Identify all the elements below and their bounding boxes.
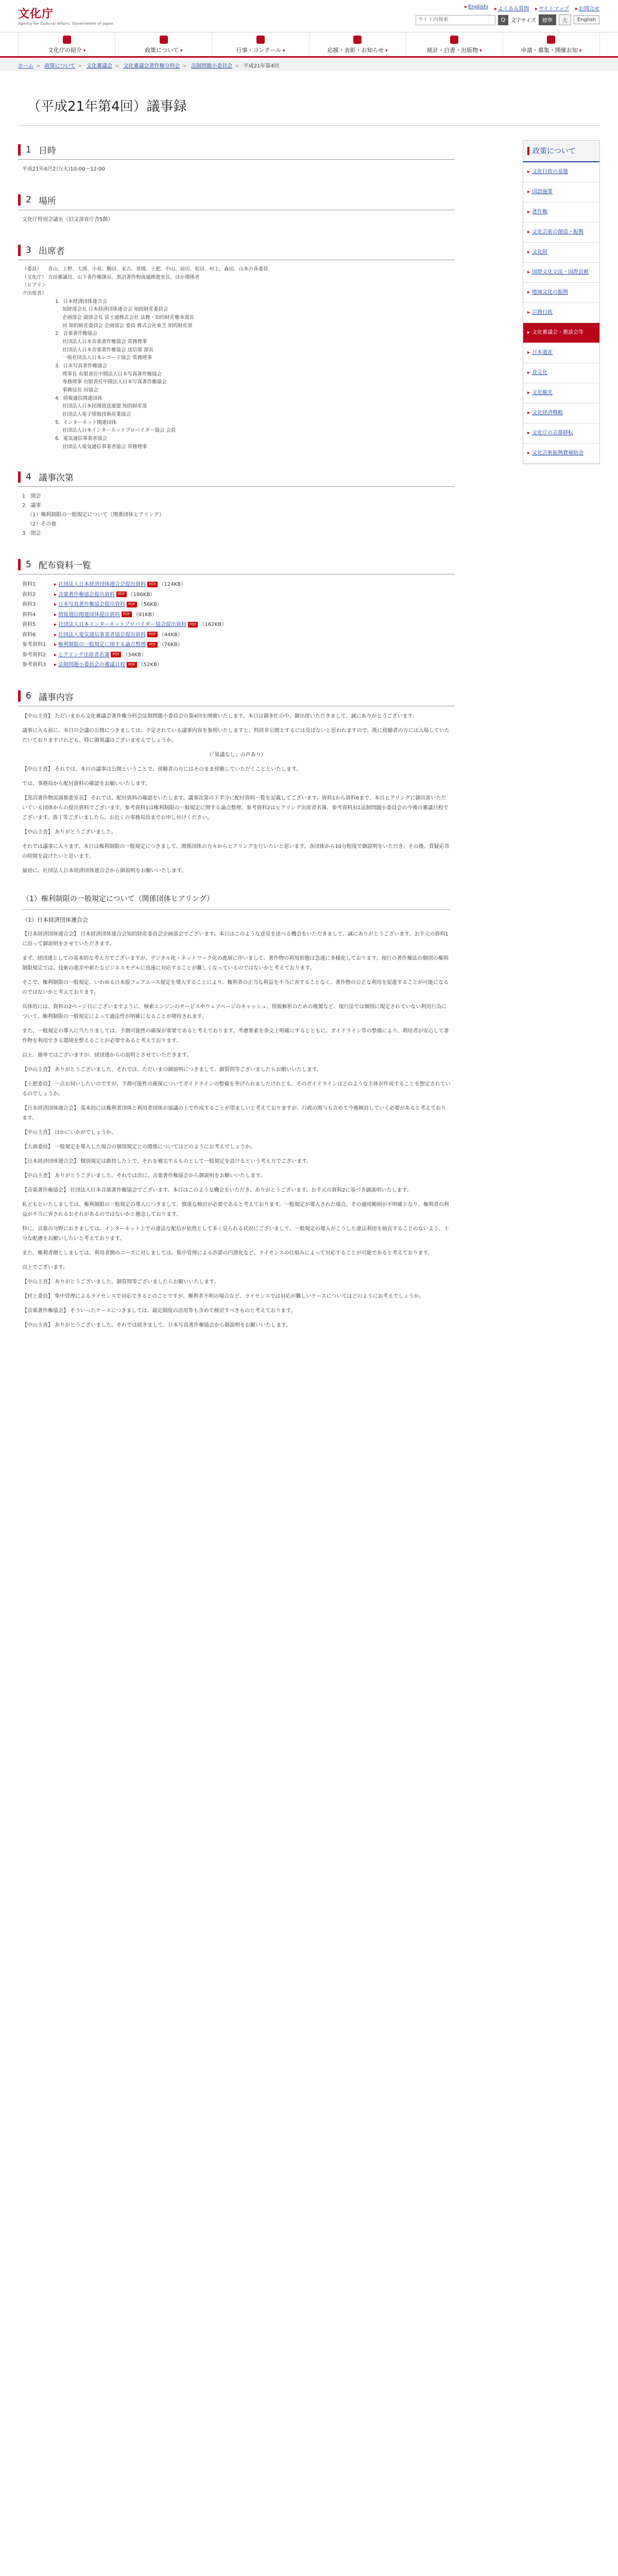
sidebar-item[interactable]: ▸ 著作権 — [523, 202, 599, 223]
minutes-body — [18, 706, 455, 1340]
hearing-group-title: 2．音楽著作権協会 — [55, 331, 98, 337]
sidebar-item[interactable]: ▸ 宗務行政 — [523, 303, 599, 323]
material-link[interactable]: ▸ 権利制限の一般規定に関する論点整理 — [54, 642, 146, 648]
gnav-item-about[interactable] — [18, 32, 115, 56]
hearing-attendee: 知財部会長 日本経済団体連合会 知的財産委員会 — [62, 307, 168, 313]
sidebar-items — [523, 162, 599, 464]
breadcrumb-council[interactable]: 文化審議会 — [86, 63, 112, 69]
global-nav — [0, 32, 618, 58]
main-content — [18, 140, 455, 1340]
agenda-list — [18, 487, 455, 544]
gnav-item-stats[interactable] — [406, 32, 503, 56]
minutes-paragraph: 【黒沼著作物流通推進室長】 それでは、配付資料の確認をいたします。議事次第の下半分に配付資料一覧を記載してございます。資料1から資料6まで、本日ヒアリングに御出席いただいている団体からの提出資料でございます。参考資料1は権利制限の一般規定に関する論点整理、参考資料2はヒアリング出席者名簿、参考資料3は法制問題小委員会の今後の審議日程でございます。落丁等ございましたら、お近くの事務局員までお申し付けください。 — [22, 795, 449, 821]
minutes-paragraph: それでは議事に入ります。本日は権利制限の一般規定につきまして、関係団体の方々からヒアリングを行いたいと思います。各団体から10分程度で御説明をいただき、その後、質疑応答の時間を設けたいと思います。 — [22, 843, 450, 859]
material-key: 資料4 — [22, 612, 36, 618]
breadcrumb-current: 平成21年第4回 — [243, 63, 279, 69]
material-size: （124KB） — [159, 582, 186, 588]
meeting-place: 文化庁特別会議室（旧文部省庁舎5階） — [22, 216, 113, 223]
sidebar-item[interactable]: ▸ 文化芸術の創造・振興 — [523, 223, 599, 243]
minutes-paragraph: 【音楽著作権協会】 社団法人日本音楽著作権協会でございます。本日はこのような機会をいただき、ありがとうございます。お手元の資料2に基づき御説明いたします。 — [22, 1188, 412, 1194]
minutes-paragraph: 【大渕委員】 一般規定を導入した場合の個別規定との関係についてはどのようにお考えでしょうか。 — [22, 1144, 255, 1150]
hearing-attendee: 事務局長 同協会 — [62, 387, 98, 394]
sidebar-item[interactable]: ▸ 国際文化交流・国際貢献 — [523, 263, 599, 283]
gnav-label: 行事・コンクール ▾ — [236, 47, 285, 54]
award-icon — [353, 36, 362, 44]
hearing-attendee: 同 知的財産委員会 企画部会 委員 株式会社東芝 知的財産部 — [62, 323, 193, 329]
pdf-icon: PDF — [111, 652, 121, 657]
minutes-paragraph: 以上、簡単ではございますが、経団連からの説明とさせていただきます。 — [22, 1053, 192, 1059]
site-logo[interactable] — [18, 5, 113, 26]
material-link[interactable]: ▸ 音楽著作権協会提出資料 — [54, 592, 115, 598]
material-key: 資料1 — [22, 582, 36, 588]
logo-text: 文化庁 — [18, 7, 54, 21]
pdf-icon: PDF — [188, 622, 198, 628]
util-link-faq[interactable]: ▸ よくある質問 — [494, 4, 529, 12]
agenda-item: （1）権利制限の一般規定について（関係団体ヒアリング） — [27, 512, 164, 518]
material-link[interactable]: ▸ 情報通信関連団体提出資料 — [54, 612, 120, 618]
material-key: 参考資料2 — [22, 652, 46, 658]
hearing-group-title: 1．日本経済団体連合会 — [55, 298, 108, 304]
sidebar-item[interactable]: ▸ 文化財 — [523, 243, 599, 263]
minutes-paragraph: 【中山主査】 ほかにいかがでしょうか。 — [22, 1130, 117, 1136]
sidebar-item[interactable]: ▸ 国語施策 — [523, 182, 599, 202]
hearing-attendee: 社団法人日本音楽著作権協会 送信部 部長 — [62, 347, 154, 353]
util-link-english[interactable]: ▸ Englishi — [465, 4, 488, 12]
hearing-attendee: 理事長 有限責任中間法人日本写真著作権協会 — [62, 371, 162, 377]
minutes-paragraph: 【中山主査】 ただいまから文化審議会著作権分科会法制問題小委員会の第4回を開催いたします。本日は御多忙の中、御出席いただきまして、誠にありがとうございます。 — [22, 713, 418, 719]
material-size: （44KB） — [159, 632, 183, 638]
hearing-attendee: 社団法人日本インターネットプロバイダー協会 会員 — [62, 428, 176, 434]
minutes-paragraph: 【中山主査】 ありがとうございました。御質問等ございましたらお願いいたします。 — [22, 1279, 219, 1285]
calendar-icon — [256, 36, 265, 44]
material-row — [22, 630, 451, 640]
material-link[interactable]: ▸ 日本写真著作権協会提出資料 — [54, 602, 125, 607]
material-link[interactable]: ▸ 社団法人日本インターネットプロバイダー協会提出資料 — [54, 622, 186, 628]
hearing-attendee: 社団法人電気通信事業者協会 常務理事 — [62, 444, 147, 450]
material-row — [22, 580, 451, 590]
material-size: （76KB） — [159, 642, 183, 648]
pdf-icon: PDF — [147, 582, 158, 587]
sidebar-heading[interactable]: 政策について — [523, 141, 599, 162]
minutes-paragraph: （「異議なし」の声あり） — [207, 752, 266, 758]
material-row — [22, 600, 451, 610]
material-size: （186KB） — [128, 591, 156, 598]
logo-subtitle: Agency for Cultural Affairs, Government of Japan — [18, 22, 114, 26]
material-key: 資料2 — [22, 591, 36, 598]
page-title: （平成21年第4回）議事録 — [18, 86, 600, 126]
minutes-paragraph: 特に、音楽の分野におきましては、インターネット上での違法な配信が依然として多く見られる状況にございまして、一般規定の導入がこうした違法利用を助長することのないよう、十分な配慮をお願いしたいと考えております。 — [22, 1226, 449, 1242]
agenda-item: 3 閉会 — [22, 531, 41, 537]
search-input[interactable] — [416, 15, 495, 25]
sidebar-item[interactable]: ▸ 文化庁の京都移転 — [523, 423, 599, 444]
material-size: （162KB） — [199, 622, 227, 628]
breadcrumb-copyright-subdivision[interactable]: 文化審議会著作権分科会 — [123, 63, 180, 69]
material-size: （34KB） — [123, 652, 147, 658]
minutes-paragraph: 【音楽著作権協会】 そういったケースにつきましては、裁定制度の活用等も含めて検討すべきものと考えております。 — [22, 1308, 296, 1314]
breadcrumb-home[interactable]: ホーム — [18, 63, 33, 69]
hearing-attendee: 一般社団法人日本レコード協会 常務理事 — [62, 355, 152, 361]
pdf-icon: PDF — [127, 662, 137, 668]
book-icon — [450, 36, 458, 44]
agenda-subheading: （1）権利制限の一般規定について（関係団体ヒアリング） — [22, 889, 451, 910]
agenda-item: 2 議事 — [22, 503, 41, 509]
gnav-item-support[interactable] — [310, 32, 406, 56]
document-icon — [160, 36, 168, 44]
hearing-attendee: 専務理事 有限責任中間法人日本写真著作権協会 — [62, 379, 167, 385]
sidebar-item[interactable]: ▸ 文化観光 — [523, 383, 599, 403]
minutes-paragraph: 【中山主査】 それでは、本日の議事は公開ということで、傍聴者の方にはそのまま傍聴していただくことといたします。 — [22, 766, 302, 772]
material-key: 資料3 — [22, 602, 36, 608]
hearing-attendee: 社団法人電子情報技術産業協会 — [62, 412, 131, 418]
minutes-paragraph: 議事に入る前に、本日の会議の公開につきましては、予定されている議事内容を参照いたしますと、特段非公開とするには及ばないと思われますので、既に傍聴者の方には入場していただいておりますけれども、特に御異議はございませんでしょうか。 — [22, 727, 450, 743]
minutes-paragraph: 私どもといたしましては、権利制限の一般規定の導入につきまして、慎重な検討が必要であると考えております。一般規定が導入された場合、その適用範囲が不明確となり、権利者の利益が不当に害されるおそれがあるのではないかと懸念しております。 — [22, 1202, 449, 1218]
minutes-paragraph: 【土肥委員】 一点お伺いしたいのですが、予測可能性の確保についてガイドラインの整備を挙げられましたけれども、そのガイドラインはどのような主体が作成することを想定されているのでしょうか。 — [22, 1081, 451, 1097]
search-row — [416, 14, 599, 25]
material-size: （52KB） — [138, 662, 162, 668]
material-size: （91KB） — [133, 612, 157, 618]
minutes-paragraph: 具体的には、資料の2ページ目にございますように、検索エンジンのサービスやウェブページのキャッシュ、情報解析のための複製など、現行法では個別に規定されていない利用行為について、権利制限の一般規定によって適法性が明確になることが期待されます。 — [22, 1004, 447, 1020]
breadcrumb-policy[interactable]: 政策について — [44, 63, 76, 69]
minutes-paragraph: 【中山主査】 ありがとうございました。それでは、ただいまの御説明につきまして、御質問等ございましたらお願いいたします。 — [22, 1067, 322, 1073]
material-link[interactable]: ▸ 社団法人電気通信事業者協会提出資料 — [54, 632, 146, 638]
sidebar-item[interactable]: ▸ 文化芸術振興費補助金 — [523, 444, 599, 464]
util-link-contact[interactable]: ▸ お問合せ — [575, 4, 599, 12]
sidebar-item[interactable]: ▸ 日本遺産 — [523, 343, 599, 363]
minutes-paragraph: 【日本経済団体連合会】 基本的には権利者団体と利用者団体が協議の上で作成することが望ましいと考えておりますが、行政の関与も含めて今後検討していく必要があると考えております。 — [22, 1106, 447, 1122]
minutes-paragraph: では、事務局から配付資料の確認をお願いいたします。 — [22, 781, 151, 787]
material-key: 資料6 — [22, 632, 36, 638]
mail-icon — [547, 36, 555, 44]
hearing-attendee: 企画部会 副部会長 富士通株式会社 法務・知的財産権本部長 — [62, 315, 195, 321]
hearing-attendee: 社団法人日本音楽著作権協会 常務理事 — [62, 339, 147, 345]
minutes-paragraph: 以上でございます。 — [22, 1265, 68, 1271]
minutes-paragraph: 【村上委員】 集中管理によるライセンスで対応できるとのことですが、権利者不明の場合など、ライセンスでは対応が難しいケースについてはどのようにお考えでしょうか。 — [22, 1294, 424, 1300]
hearing-group-title: 5．インターネット関連団体 — [55, 419, 117, 426]
breadcrumb-legal-committee[interactable]: 法制問題小委員会 — [191, 63, 233, 69]
minutes-paragraph: 【中山主査】 ありがとうございました。 — [22, 829, 117, 835]
material-key: 参考資料3 — [22, 662, 46, 668]
minutes-hearing — [22, 929, 451, 1330]
material-row — [22, 640, 451, 650]
section-heading-attendees: 3 出席者 — [18, 241, 455, 260]
gnav-item-apply[interactable] — [503, 32, 600, 56]
sidebar-item[interactable]: ▸ 文化審議会・懇談会等 — [523, 323, 599, 343]
gnav-label: 応援・表彰・お知らせ ▾ — [328, 47, 388, 54]
section-heading-agenda: 4 議事次第 — [18, 467, 455, 487]
gnav-label: 統計・白書・出版物 ▾ — [427, 47, 482, 54]
font-size-label: 文字サイズ — [510, 18, 536, 24]
minutes-paragraph: また、一般規定の導入に当たりましては、予測可能性の確保が重要であると考えております。考慮要素を条文上明確にするとともに、ガイドライン等の整備により、利用者が安心して著作物を利用できる環境を整えることが必要であると考えております。 — [22, 1028, 449, 1044]
gnav-label: 申請・募集・開催お知 ▾ — [521, 47, 581, 54]
material-size: （56KB） — [138, 602, 162, 608]
section-heading-materials: 5 配布資料一覧 — [18, 555, 455, 574]
building-icon — [63, 36, 71, 44]
sidebar — [523, 140, 600, 1340]
minutes-paragraph: 【日本経済団体連合会】 日本経済団体連合会知的財産委員会企画部会でございます。本日はこのような意見を述べる機会をいただきまして、誠にありがとうございます。お手元の資料1に沿って御説明をさせていただきます。 — [22, 931, 449, 947]
hearing-group-title: 4．情報通信関連団体 — [55, 395, 102, 401]
language-button[interactable]: English — [574, 15, 599, 24]
agenda-item: （2）その他 — [27, 521, 57, 528]
minutes-paragraph: 【日本経済団体連合会】 個別規定は維持した上で、それを補完するものとして一般規定を設けるという考え方でございます。 — [22, 1159, 312, 1165]
material-link[interactable]: ▸ ヒアリング出席者名簿 — [54, 652, 109, 658]
agenda-item: 1 開会 — [22, 494, 41, 500]
hearing-groups — [22, 298, 451, 451]
material-link[interactable]: ▸ 社団法人日本経済団体連合会提出資料 — [54, 582, 146, 587]
material-row — [22, 620, 451, 630]
minutes-paragraph: また、権利者側としましては、利用者側のニーズに対しましては、集中管理による許諾の円滑化など、ライセンスの仕組みによって対応することが可能であると考えております。 — [22, 1250, 433, 1257]
sidebar-item[interactable]: ▸ 食文化 — [523, 363, 599, 383]
sidebar-box — [523, 140, 600, 464]
gnav-label: 政策について ▾ — [145, 47, 182, 54]
util-link-sitemap[interactable]: ▸ サイトマップ — [535, 4, 569, 12]
pdf-icon: PDF — [127, 602, 137, 607]
attendees-list: （委員） 青山、上野、大渕、小泉、駒田、末吉、茶園、土肥、中山、前田、松田、村上、森田、山本の各委員 （文化庁） 吉田審議官、山下著作権課長、黒沼著作物流通推進室長、ほか関係者 （ヒアリング出席者） 1．日本経済団体連合会 知財部会長 日本経済団体連合会 知的財産委員会 企画部会 副部会長 富士通株式会社 法務・知的財産権本部長 同 知的財産委員会 企画部会 委員 株式会社東芝 知的財産部 2．音楽著作権協会 社団法人日本音楽著作権協会 常務理事 社団法人日本音楽著作権協会 送信部 部長 一般社団法人日本レコード協会 常務理事 3．日本写真著作権協会 理事長 有限責任中間法人日本写真著作権協会 専務理事 有限責任中間法人日本写真著作権協会 事務局長 同協会 4．情報通信関連団体 社団法人日本民間放送連盟 知的財産部 社団法人電子情報技術産業協会 5．インターネット関連団体 社団法人日本インターネットプロバイダー協会 会員 6．電気通信事業者協会 社団法人電気通信事業者協会 常務理事 — [18, 260, 455, 456]
pdf-icon: PDF — [122, 612, 132, 617]
font-size-large-button[interactable]: 大 — [559, 14, 571, 25]
gnav-item-events[interactable] — [212, 32, 309, 56]
material-row — [22, 590, 451, 600]
site-header — [0, 0, 618, 32]
material-row — [22, 610, 451, 620]
gnav-item-policy[interactable] — [115, 32, 212, 56]
material-key: 資料5 — [22, 622, 36, 628]
pdf-icon: PDF — [147, 642, 158, 648]
minutes-paragraph: 【中山主査】 ありがとうございました。それでは続きまして、日本写真著作権協会から御説明をお願いいたします。 — [22, 1323, 291, 1329]
search-button[interactable]: Q — [498, 15, 508, 25]
section-heading-minutes: 6 議事内容 — [18, 687, 455, 706]
hearing-group-title: 6．電気通信事業者協会 — [55, 436, 108, 442]
section-heading-place: 2 場所 — [18, 191, 455, 210]
material-link[interactable]: ▸ 法制問題小委員会の審議日程 — [54, 662, 125, 668]
gnav-label: 文化庁の紹介 ▾ — [48, 47, 85, 54]
minutes-opening — [22, 711, 451, 876]
font-size-normal-button[interactable]: 標準 — [539, 14, 556, 25]
meeting-datetime: 平成21年6月2日(火)10:00～12:00 — [22, 166, 105, 172]
material-key: 参考資料1 — [22, 642, 46, 648]
material-row — [22, 660, 451, 670]
sidebar-item[interactable]: ▸ 地域文化の振興 — [523, 283, 599, 303]
pdf-icon: PDF — [116, 591, 127, 597]
materials-list — [18, 574, 455, 675]
hearing-attendee: 社団法人日本民間放送連盟 知的財産部 — [62, 403, 147, 410]
section-heading-date: 1 日時 — [18, 140, 455, 160]
minutes-paragraph: 最初に、社団法人日本経済団体連合会から御説明をお願いいたします。 — [22, 868, 187, 874]
utility-links — [465, 4, 599, 12]
breadcrumb: ホーム > 政策について > 文化審議会 > 文化審議会著作権分科会 > 法制問題小委員会 > 平成21年第4回 — [0, 58, 618, 71]
minutes-paragraph: そこで、権利制限の一般規定、いわゆる日本版フェアユース規定を導入することにより、権利者の正当な利益を不当に害することなく、著作物の公正な利用を促進することが可能になるのではないかと考えております。 — [22, 980, 449, 996]
hearing-group-title: 3．日本写真著作権協会 — [55, 363, 108, 369]
material-row — [22, 650, 451, 660]
minutes-paragraph: まず、経団連としての基本的な考え方でございますが、デジタル化・ネットワーク化の進展に伴いまして、著作物の利用形態は急速に多様化しております。現行の著作権法の個別の権利制限規定では、技術の進歩や新たなビジネスモデルに迅速に対応することが難しくなっているのではないかと考えております。 — [22, 956, 449, 972]
minutes-paragraph: 【中山主査】 ありがとうございました。それでは次に、音楽著作権協会から御説明をお願いいたします。 — [22, 1173, 266, 1179]
sidebar-item[interactable]: ▸ 文化経済戦略 — [523, 403, 599, 423]
sidebar-item[interactable]: ▸ 文化行政の基盤 — [523, 162, 599, 182]
hearing-subheading: （1）日本経済団体連合会 — [22, 916, 88, 923]
pdf-icon: PDF — [147, 632, 158, 637]
content-layout — [0, 140, 618, 1340]
